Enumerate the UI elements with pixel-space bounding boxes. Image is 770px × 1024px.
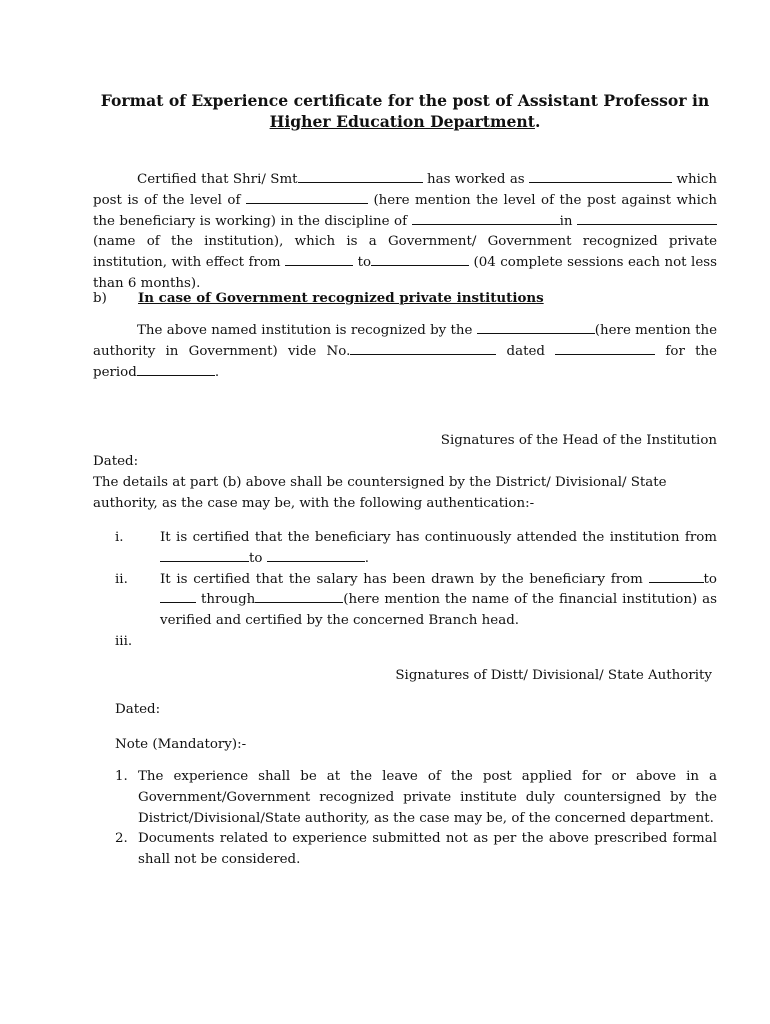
section-b-label: b) bbox=[93, 291, 107, 306]
p1-text-4: (here mention the level of the post against which the beneficiary is working) in the discipline of bbox=[93, 192, 718, 229]
dated-label-2: Dated: bbox=[115, 702, 161, 717]
item-i-text-1: It is certified that the beneficiary has continuously attended the institution from bbox=[160, 530, 717, 545]
authority-blank[interactable] bbox=[477, 322, 595, 334]
institution-blank[interactable] bbox=[577, 213, 717, 225]
vide-no-blank[interactable] bbox=[350, 343, 496, 355]
note-2-text: Documents related to experience submitted not as per the above prescribed formal shall not be considered. bbox=[138, 831, 717, 868]
item-ii-number: ii. bbox=[115, 571, 128, 587]
p2-text-1: The above named institution is recognized by the bbox=[137, 323, 477, 338]
salary-from-blank[interactable] bbox=[649, 571, 704, 583]
from-date-blank[interactable] bbox=[285, 254, 353, 266]
title-line-2-text: Higher Education Department bbox=[269, 112, 535, 131]
p1-text-1: Certified that Shri/ Smt bbox=[137, 172, 298, 187]
recognition-paragraph bbox=[93, 321, 717, 383]
title-line-1: Format of Experience certificate for the post of Assistant Professor in bbox=[100, 91, 710, 110]
item-ii-text-4: (here mention the name of the financial institution) as verified and certified by the concerned Branch head. bbox=[160, 592, 718, 629]
item-ii-text-2: to bbox=[703, 571, 717, 587]
p1-text-8: (04 complete sessions each not less than 6 months). bbox=[93, 255, 717, 291]
p1-text-5: in bbox=[559, 213, 578, 229]
list-item bbox=[115, 767, 717, 829]
item-iii-number: iii. bbox=[115, 633, 133, 649]
list-item bbox=[115, 528, 717, 570]
p2-text-5: . bbox=[214, 364, 220, 380]
p2-text-4: for the period bbox=[93, 343, 717, 380]
section-b-heading bbox=[93, 288, 717, 309]
designation-blank[interactable] bbox=[529, 171, 672, 183]
note-1-text: The experience shall be at the leave of the post applied for or above in a Government/Government recognized private institute duly countersigned by the District/Divisional/State authority, as the case may be, of the concerned department. bbox=[138, 769, 717, 826]
p1-text-6: (name of the institution), which is a Government/ Government recognized private institution, with effect from bbox=[93, 234, 717, 271]
note-heading: Note (Mandatory):- bbox=[115, 737, 247, 752]
certification-paragraph bbox=[93, 170, 717, 295]
item-ii-text-1: It is certified that the salary has been drawn by the beneficiary from bbox=[160, 571, 649, 587]
financial-institution-blank[interactable] bbox=[255, 591, 343, 603]
item-i-text-3: . bbox=[364, 550, 369, 566]
list-item bbox=[115, 632, 717, 653]
authority-signature-label: Signatures of Distt/ Divisional/ State Authority bbox=[395, 668, 712, 683]
p2-text-2: (here mention the authority in Government) vide No. bbox=[93, 323, 717, 359]
dated-blank[interactable] bbox=[555, 343, 655, 355]
attend-to-blank[interactable] bbox=[267, 550, 365, 562]
p2-text-3: dated bbox=[496, 343, 556, 359]
title-line-2 bbox=[93, 111, 717, 132]
item-i-number: i. bbox=[115, 530, 124, 545]
list-item bbox=[115, 829, 717, 871]
p1-text-7: to bbox=[353, 255, 372, 271]
note-1-number: 1. bbox=[115, 769, 128, 784]
list-item bbox=[115, 570, 717, 632]
section-b-title: In case of Government recognized private institutions bbox=[138, 290, 544, 306]
p1-text-3: which post is of the level of bbox=[93, 172, 718, 208]
level-blank[interactable] bbox=[246, 192, 368, 204]
attend-from-blank[interactable] bbox=[160, 550, 249, 562]
item-i-text-2: to bbox=[249, 550, 267, 566]
item-ii-text-3: through bbox=[196, 592, 256, 608]
title-line-2-period: . bbox=[534, 112, 541, 131]
salary-to-blank[interactable] bbox=[160, 591, 196, 603]
document-title bbox=[93, 90, 717, 132]
authentication-list bbox=[115, 528, 717, 653]
notes-list bbox=[115, 767, 717, 871]
p1-text-2: has worked as bbox=[422, 172, 530, 187]
to-date-blank[interactable] bbox=[371, 254, 469, 266]
period-blank[interactable] bbox=[137, 364, 215, 376]
details-paragraph: The details at part (b) above shall be countersigned by the District/ Divisional/ State authority, as the case may be, with the following authentication:- bbox=[93, 475, 667, 511]
name-blank[interactable] bbox=[298, 171, 423, 183]
note-2-number: 2. bbox=[115, 831, 128, 847]
head-signature-label: Signatures of the Head of the Institution bbox=[440, 433, 717, 448]
dated-label-1: Dated: bbox=[93, 454, 139, 469]
discipline-blank[interactable] bbox=[412, 213, 560, 225]
